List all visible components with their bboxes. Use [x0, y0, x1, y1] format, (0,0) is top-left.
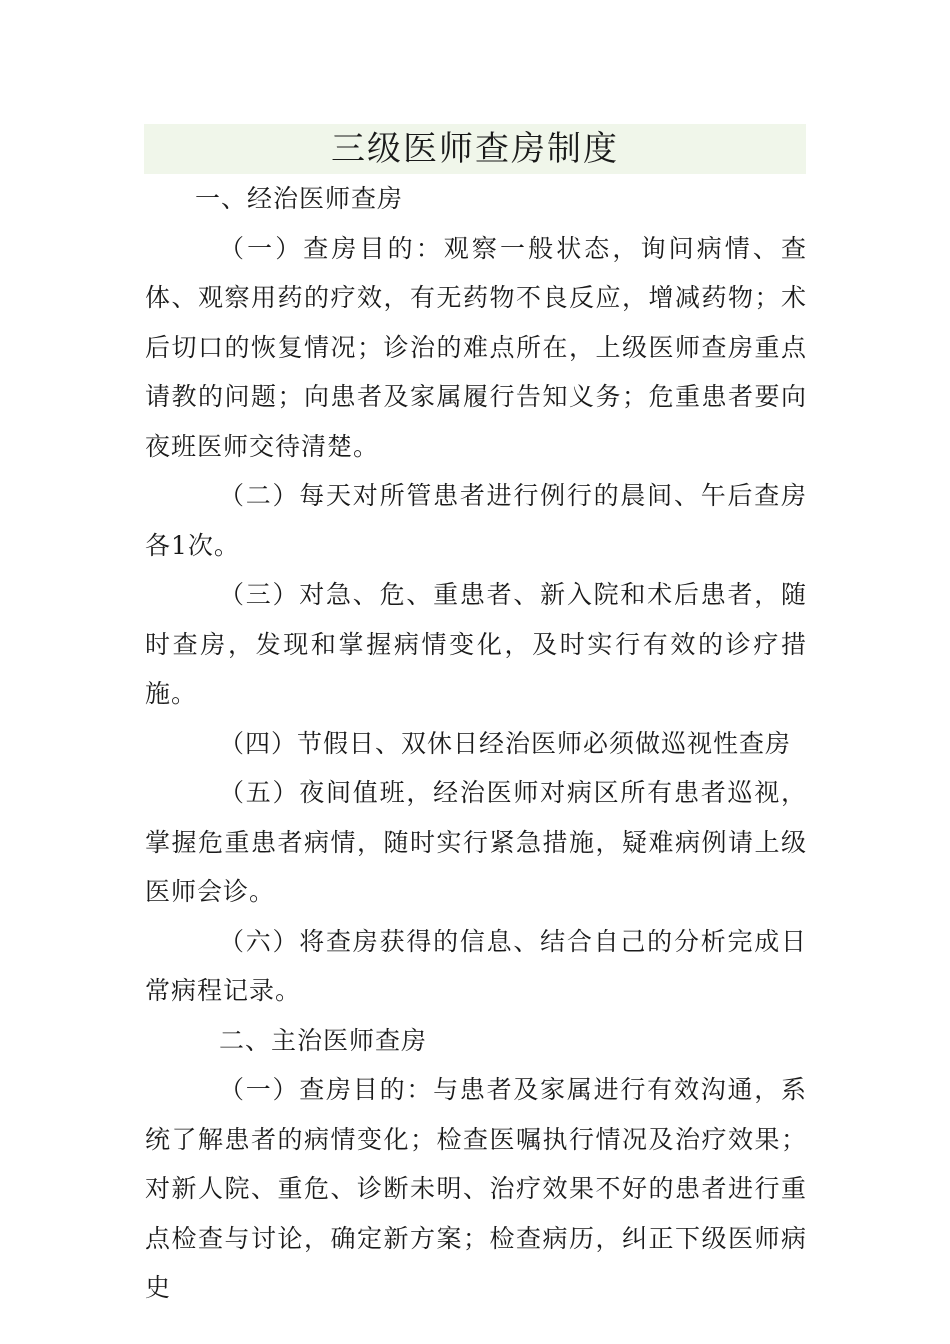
document-body — [145, 174, 807, 1313]
paragraph: （六）将查房获得的信息、结合自己的分析完成日常病程记录。 — [145, 926, 807, 1005]
section-heading-chief: 二、主治医师查房 — [219, 1025, 428, 1055]
paragraph: （一）查房目的：观察一般状态，询问病情、查体、观察用药的疗效，有无药物不良反应，增减药物；术后切口的恢复情况；诊治的难点所在，上级医师查房重点请教的问题；向患者及家属履行告知义务；危重患者要向夜班医师交待清楚。 — [145, 233, 807, 461]
paragraph: （五）夜间值班，经治医师对病区所有患者巡视，掌握危重患者病情，随时实行紧急措施，疑难病例请上级医师会诊。 — [145, 778, 807, 906]
paragraph: （二）每天对所管患者进行例行的晨间、午后查房各1次。 — [145, 481, 807, 560]
paragraph: （三）对急、危、重患者、新入院和术后患者，随时查房，发现和掌握病情变化，及时实行有效的诊疗措施。 — [145, 580, 807, 708]
paragraph: （四）节假日、双休日经治医师必须做巡视性查房 — [219, 728, 792, 758]
document-title: 三级医师查房制度 — [331, 129, 619, 169]
paragraph: （一）查房目的：与患者及家属进行有效沟通，系统了解患者的病情变化；检查医嘱执行情况及治疗效果；对新人院、重危、诊断未明、治疗效果不好的患者进行重点检查与讨论，确定新方案；检查病历，纠正下级医师病史 — [145, 1075, 807, 1302]
section-heading-attending: 一、经治医师查房 — [195, 184, 404, 213]
